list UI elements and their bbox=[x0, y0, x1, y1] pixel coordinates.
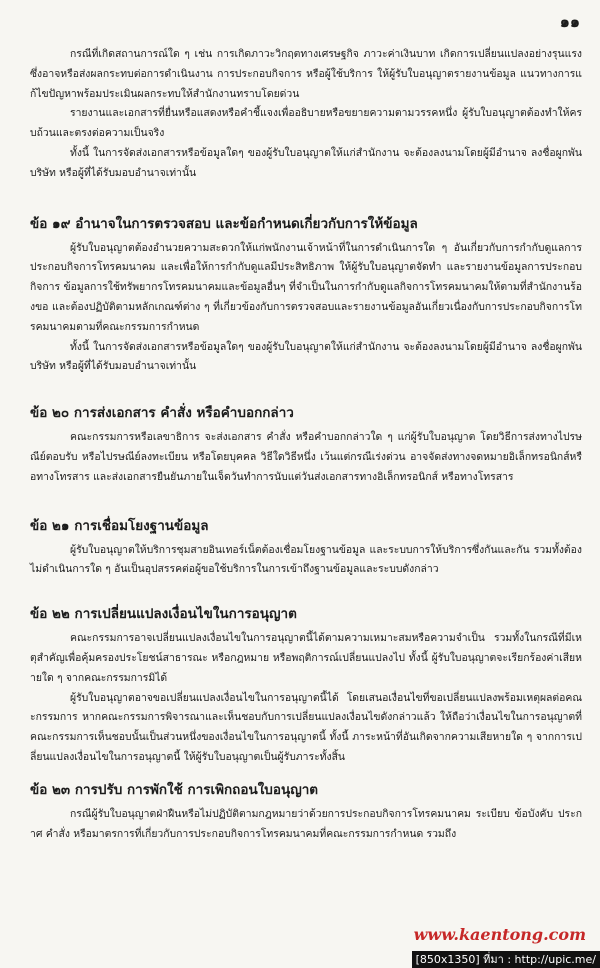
section-21 bbox=[30, 516, 582, 581]
document-body bbox=[30, 45, 582, 844]
intro-section bbox=[30, 45, 582, 184]
section-heading: ข้อ ๑๙ อำนาจในการตรวจสอบ และข้อกำหนดเกี่ยวกับการให้ข้อมูล bbox=[30, 215, 418, 232]
section-19 bbox=[30, 214, 582, 378]
website-watermark: www.kaentong.com bbox=[413, 925, 586, 944]
paragraph: ผู้รับใบอนุญาตต้องอำนวยความสะดวกให้แก่พนักงานเจ้าหน้าที่ในการดำเนินการใด ๆ อันเกี่ยวกับการกำกับดูแลการประกอบกิจการโทรคมนาคม และเพื่อให้การกำกับดูแลมีประสิทธิภาพ ให้ผู้รับใบอนุญาตจัดทำ และรายงานข้อมูลการประกอบกิจการ ข้อมูลการใช้ทรัพยากรโทรคมนาคมและข้อมูลอื่นๆ ที่จำเป็นในการกำกับดูแลกิจการโทรคมนาคมให้ตามที่สำนักงานร้องขอ และต้องปฏิบัติตามหลักเกณฑ์ต่าง ๆ ที่เกี่ยวข้องกับการตรวจสอบและรายงานข้อมูลอันเกี่ยวเนื่องกับการประกอบกิจการโทรคมนาคมตามที่คณะกรรมการกำหนด bbox=[30, 241, 582, 333]
section-heading: ข้อ ๒๑ การเชื่อมโยงฐานข้อมูล bbox=[30, 517, 209, 534]
section-23 bbox=[30, 780, 582, 845]
page-number: ๑๑ bbox=[559, 12, 580, 31]
paragraph: ทั้งนี้ ในการจัดส่งเอกสารหรือข้อมูลใดๆ ของผู้รับใบอนุญาตให้แก่สำนักงาน จะต้องลงนามโดยผู้มีอำนาจ ลงชื่อผูกพันบริษัท หรือผู้ที่ได้รับมอบอำนาจเท่านั้น bbox=[30, 340, 582, 373]
section-heading: ข้อ ๒๒ การเปลี่ยนแปลงเงื่อนไขในการอนุญาต bbox=[30, 606, 297, 623]
image-source-stamp: [850x1350] ที่มา : http://upic.me/ bbox=[412, 951, 600, 968]
section-heading: ข้อ ๒๓ การปรับ การพักใช้ การเพิกถอนใบอนุญาต bbox=[30, 781, 319, 798]
section-20 bbox=[30, 403, 582, 487]
paragraph: ทั้งนี้ ในการจัดส่งเอกสารหรือข้อมูลใดๆ ของผู้รับใบอนุญาตให้แก่สำนักงาน จะต้องลงนามโดยผู้มีอำนาจ ลงชื่อผูกพันบริษัท หรือผู้ที่ได้รับมอบอำนาจเท่านั้น bbox=[30, 146, 582, 179]
paragraph: กรณีที่เกิดสถานการณ์ใด ๆ เช่น การเกิดภาวะวิกฤตทางเศรษฐกิจ ภาวะค่าเงินบาท เกิดการเปลี่ยนแปลงอย่างรุนแรงซึ่งอาจหรือส่งผลกระทบต่อการดำเนินงาน การประกอบกิจการ หรือผู้ใช้บริการ ให้ผู้รับใบอนุญาตรายงานข้อมูล แนวทางการแก้ไขปัญหาพร้อมประเมินผลกระทบให้สำนักงานทราบโดยด่วน bbox=[30, 48, 582, 100]
paragraph: ผู้รับใบอนุญาตให้บริการชุมสายอินเทอร์เน็ตต้องเชื่อมโยงฐานข้อมูล และระบบการให้บริการซึ่งกันและกัน รวมทั้งต้องไม่ดำเนินการใด ๆ อันเป็นอุปสรรคต่อผู้ขอใช้บริการในการเข้าถึงฐานข้อมูลและระบบดังกล่าว bbox=[30, 543, 582, 576]
paragraph: คณะกรรมการอาจเปลี่ยนแปลงเงื่อนไขในการอนุญาตนี้ได้ตามความเหมาะสมหรือความจำเป็น รวมทั้งในกรณีที่มีเหตุสำคัญเพื่อคุ้มครองประโยชน์สาธารณะ หรือกฎหมาย หรือพฤติการณ์เปลี่ยนแปลงไป ทั้งนี้ ผู้รับใบอนุญาตจะเรียกร้องค่าเสียหายใด ๆ จากคณะกรรมการมิได้ bbox=[30, 632, 582, 684]
section-heading: ข้อ ๒๐ การส่งเอกสาร คำสั่ง หรือคำบอกกล่าว bbox=[30, 405, 294, 422]
paragraph: คณะกรรมการหรือเลขาธิการ จะส่งเอกสาร คำสั่ง หรือคำบอกกล่าวใด ๆ แก่ผู้รับใบอนุญาต โดยวิธีการส่งทางไปรษณีย์ตอบรับ หรือไปรษณีย์ลงทะเบียน หรือโดยบุคคล วิธีใดวิธีหนึ่ง เว้นแต่กรณีเร่งด่วน อาจจัดส่งทางจดหมายอิเล็กทรอนิกส์หรือทางโทรสาร และส่งเอกสารยืนยันภายในเจ็ดวันทำการนับแต่วันส่งเอกสารทางอิเล็กทรอนิกส์ หรือทางโทรสาร bbox=[30, 431, 582, 483]
paragraph: กรณีผู้รับใบอนุญาตฝ่าฝืนหรือไม่ปฏิบัติตามกฎหมายว่าด้วยการประกอบกิจการโทรคมนาคม ระเบียบ ข้อบังคับ ประกาศ คำสั่ง หรือมาตรการที่เกี่ยวกับการประกอบกิจการโทรคมนาคมที่คณะกรรมการกำหนด รวมถึง bbox=[30, 807, 582, 840]
section-22 bbox=[30, 604, 582, 768]
paragraph: รายงานและเอกสารที่ยื่นหรือแสดงหรือคำชี้แจงเพื่ออธิบายหรือขยายความตามวรรคหนึ่ง ผู้รับใบอนุญาตต้องทำให้ครบถ้วนและตรงต่อความเป็นจริง bbox=[30, 107, 582, 140]
paragraph: ผู้รับใบอนุญาตอาจขอเปลี่ยนแปลงเงื่อนไขในการอนุญาตนี้ได้ โดยเสนอเงื่อนไขที่ขอเปลี่ยนแปลงพร้อมเหตุผลต่อคณะกรรมการ หากคณะกรรมการพิจารณาและเห็นชอบกับการเปลี่ยนแปลงเงื่อนไขดังกล่าวแล้ว ให้ถือว่าเงื่อนไขในการอนุญาตที่คณะกรรมการเห็นชอบนั้นเป็นส่วนหนึ่งของเงื่อนไขในการอนุญาตนี้ ทั้งนี้ ภาระหน้าที่อันเกิดจากความเสียหายใด ๆ จากการเปลี่ยนแปลงเงื่อนไขในการอนุญาตนี้ ให้ผู้รับใบอนุญาตเป็นผู้รับภาระทั้งสิ้น bbox=[30, 691, 582, 763]
